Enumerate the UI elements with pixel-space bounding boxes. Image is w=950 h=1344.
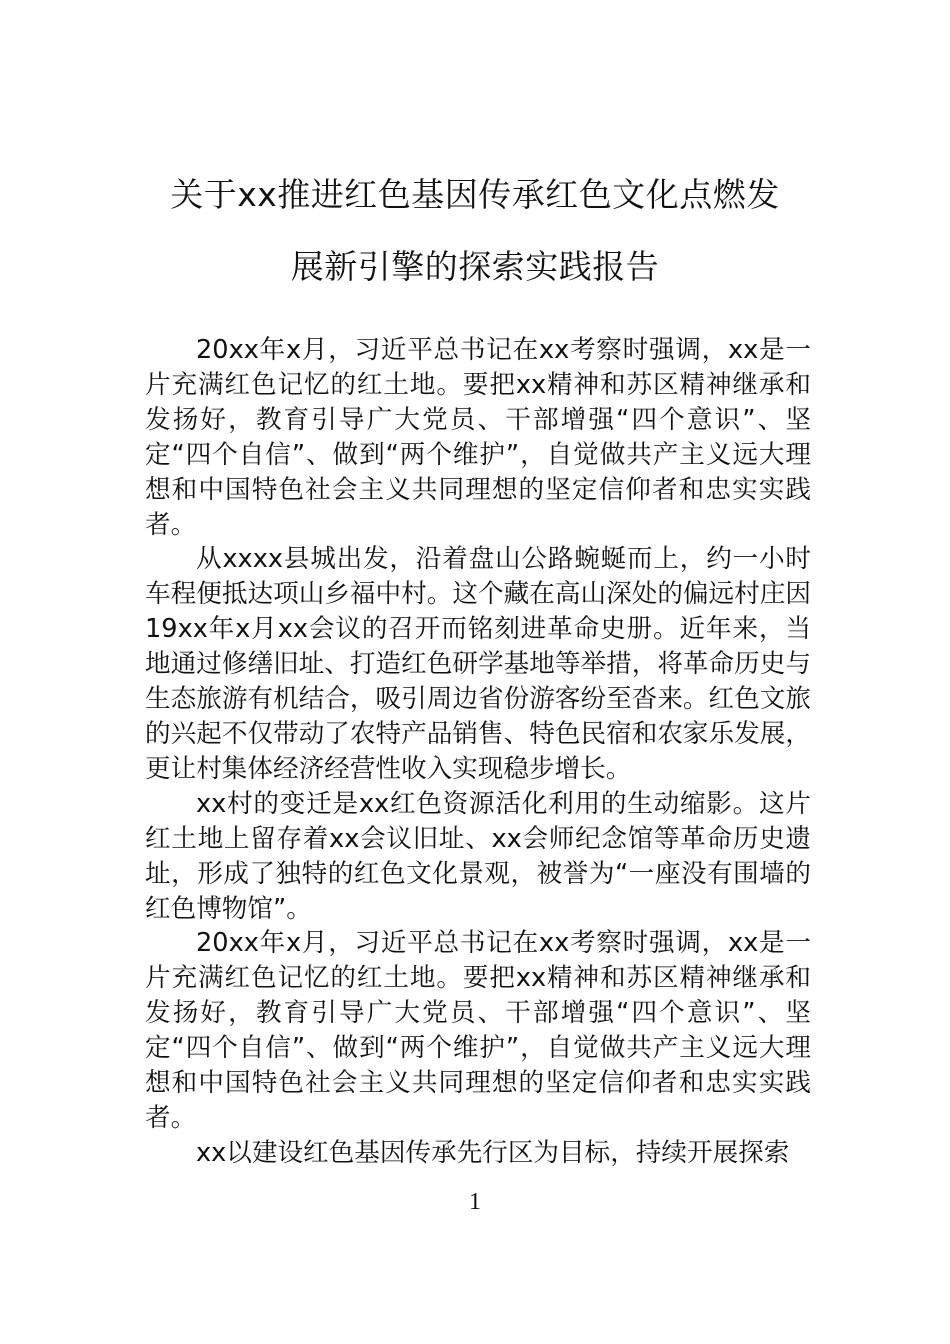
document-title-line-2: 展新引擎的探索实践报告 bbox=[290, 247, 660, 286]
page-number: 1 bbox=[469, 1189, 481, 1215]
paragraph-4: 20xx年x月，习近平总书记在xx考察时强调，xx是一片充满红色记忆的红土地。要把xx精神和苏区精神继承和发扬好，教育引导广大党员、干部增强“四个意识”、坚定“四个自信”、做到“两个维护”，自觉做共产主义远大理想和中国特色社会主义共同理想的坚定信仰者和忠实实践者。 bbox=[145, 928, 811, 1133]
paragraph-2: 从xxxx县城出发，沿着盘山公路蜿蜒而上，约一小时车程便抵达项山乡福中村。这个藏在高山深处的偏远村庄因19xx年x月xx会议的召开而铭刻进革命史册。近年来，当地通过修缮旧址、打造红色研学基地等举措，将革命历史与生态旅游有机结合，吸引周边省份游客纷至沓来。红色文旅的兴起不仅带动了农特产品销售、特色民宿和农家乐发展，更让村集体经济经营性收入实现稳步增长。 bbox=[145, 544, 811, 784]
document-title-line-1: 关于xx推进红色基因传承红色文化点燃发 bbox=[170, 175, 780, 214]
paragraph-5: xx以建设红色基因传承先行区为目标，持续开展探索 bbox=[196, 1137, 790, 1168]
paragraph-1: 20xx年x月，习近平总书记在xx考察时强调，xx是一片充满红色记忆的红土地。要把xx精神和苏区精神继承和发扬好，教育引导广大党员、干部增强“四个意识”、坚定“四个自信”、做到“两个维护”，自觉做共产主义远大理想和中国特色社会主义共同理想的坚定信仰者和忠实实践者。 bbox=[145, 335, 811, 540]
document-body bbox=[145, 333, 811, 1171]
paragraph-3: xx村的变迁是xx红色资源活化利用的生动缩影。这片红土地上留存着xx会议旧址、xx会师纪念馆等革命历史遗址，形成了独特的红色文化景观，被誉为“一座没有围墙的红色博物馆”。 bbox=[145, 788, 811, 924]
